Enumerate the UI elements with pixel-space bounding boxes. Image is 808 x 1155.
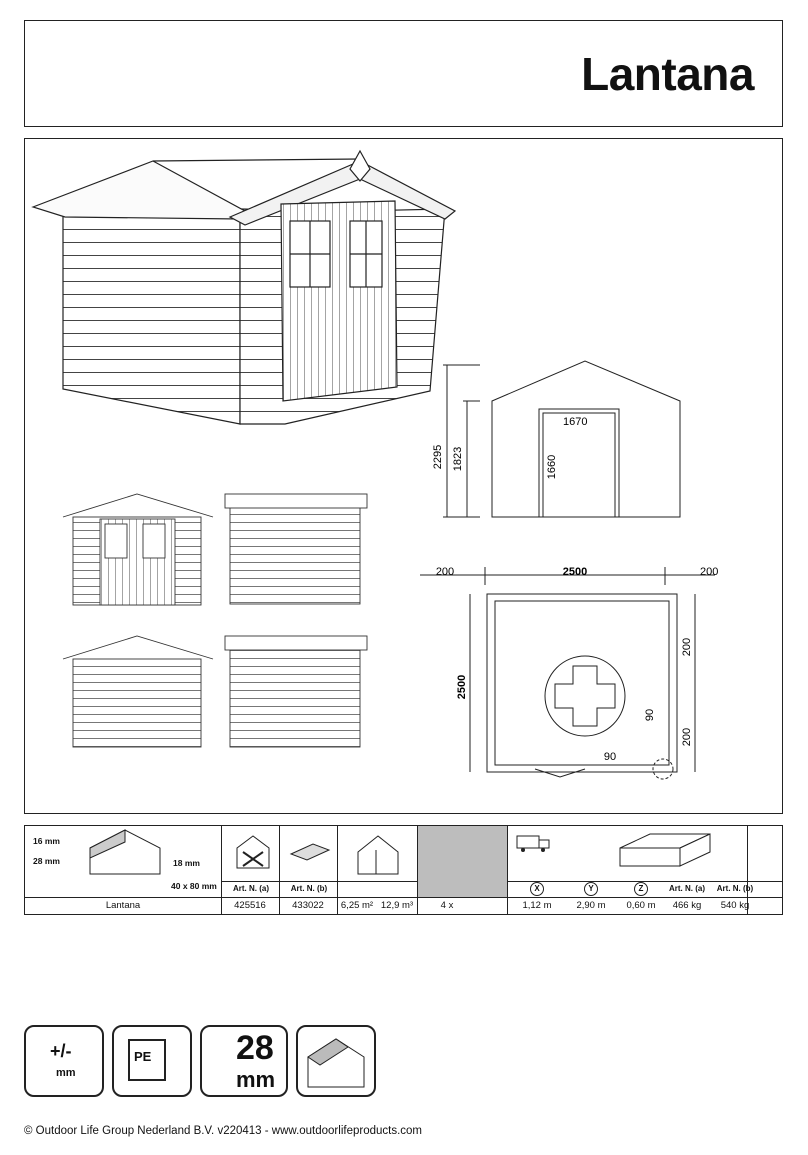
foundation-panel xyxy=(418,826,507,897)
row-divider xyxy=(25,897,782,898)
label-beam: 40 x 80 mm xyxy=(171,881,217,891)
header-art-a-weight: Art. N. (a) xyxy=(669,884,705,893)
dim-width: 2500 xyxy=(562,566,588,578)
roof-cross-icon xyxy=(233,832,273,872)
shed-perspective xyxy=(33,151,455,424)
dim-total-height: 2295 xyxy=(432,444,444,470)
dim-door-width: 1670 xyxy=(563,416,588,428)
article-b: 433022 xyxy=(292,900,324,911)
tolerance-icon: +/- mm xyxy=(24,1025,104,1097)
title-box xyxy=(24,20,783,127)
header-axis-z: Z xyxy=(617,882,665,896)
dim-side-top: 200 xyxy=(681,637,693,657)
dim-overhang-right: 200 xyxy=(700,566,719,578)
header-art-a: Art. N. (a) xyxy=(233,884,269,893)
floor-boards-icon xyxy=(287,840,331,864)
dim-depth: 2500 xyxy=(456,674,468,700)
dim-eave-height: 1823 xyxy=(452,446,464,472)
package-z: 0,60 m xyxy=(626,900,656,911)
shed-wall-icon xyxy=(85,828,165,878)
package-y: 2,90 m xyxy=(576,900,606,911)
header-art-b-weight: Art. N. (b) xyxy=(716,884,754,893)
shed-drawings xyxy=(25,139,781,812)
header-art-b: Art. N. (b) xyxy=(290,884,328,893)
small-elevations xyxy=(63,494,367,747)
label-wall-16: 16 mm xyxy=(33,836,60,846)
wall-thickness-icon: 28 mm xyxy=(200,1025,288,1097)
pe-foil-icon: PE xyxy=(112,1025,192,1097)
footer-copyright: © Outdoor Life Group Nederland B.V. v220413 - www.outdoorlifeproducts.com xyxy=(24,1125,422,1137)
article-a: 425516 xyxy=(234,900,266,911)
area-volume-icon xyxy=(350,830,405,880)
volume-value: 12,9 m³ xyxy=(380,900,414,911)
product-name: Lantana xyxy=(105,900,141,911)
header-axis-x: X xyxy=(511,882,563,896)
foundation-quantity: 4 x xyxy=(440,900,454,911)
dim-side-bottom: 200 xyxy=(681,727,693,747)
spec-table xyxy=(24,825,783,915)
front-elevation xyxy=(443,361,680,517)
dim-detail-horizontal: 90 xyxy=(603,751,617,763)
page-title: Lantana xyxy=(581,48,754,100)
weight-b: 540 kg xyxy=(720,900,750,911)
area-value: 6,25 m² xyxy=(340,900,374,911)
roofing-felt-icon xyxy=(296,1025,376,1097)
package-dimensions-icon xyxy=(600,828,720,872)
dim-door-height: 1660 xyxy=(546,454,558,480)
header-axis-y: Y xyxy=(565,882,617,896)
drawing-panel xyxy=(24,138,783,814)
weight-a: 466 kg xyxy=(672,900,702,911)
dim-overhang-left: 200 xyxy=(435,566,455,578)
truck-icon xyxy=(515,834,555,854)
dim-detail-vertical: 90 xyxy=(644,708,656,722)
label-wall-28: 28 mm xyxy=(33,856,60,866)
package-x: 1,12 m xyxy=(522,900,552,911)
label-floor-18: 18 mm xyxy=(173,858,200,868)
floor-plan xyxy=(420,567,715,779)
